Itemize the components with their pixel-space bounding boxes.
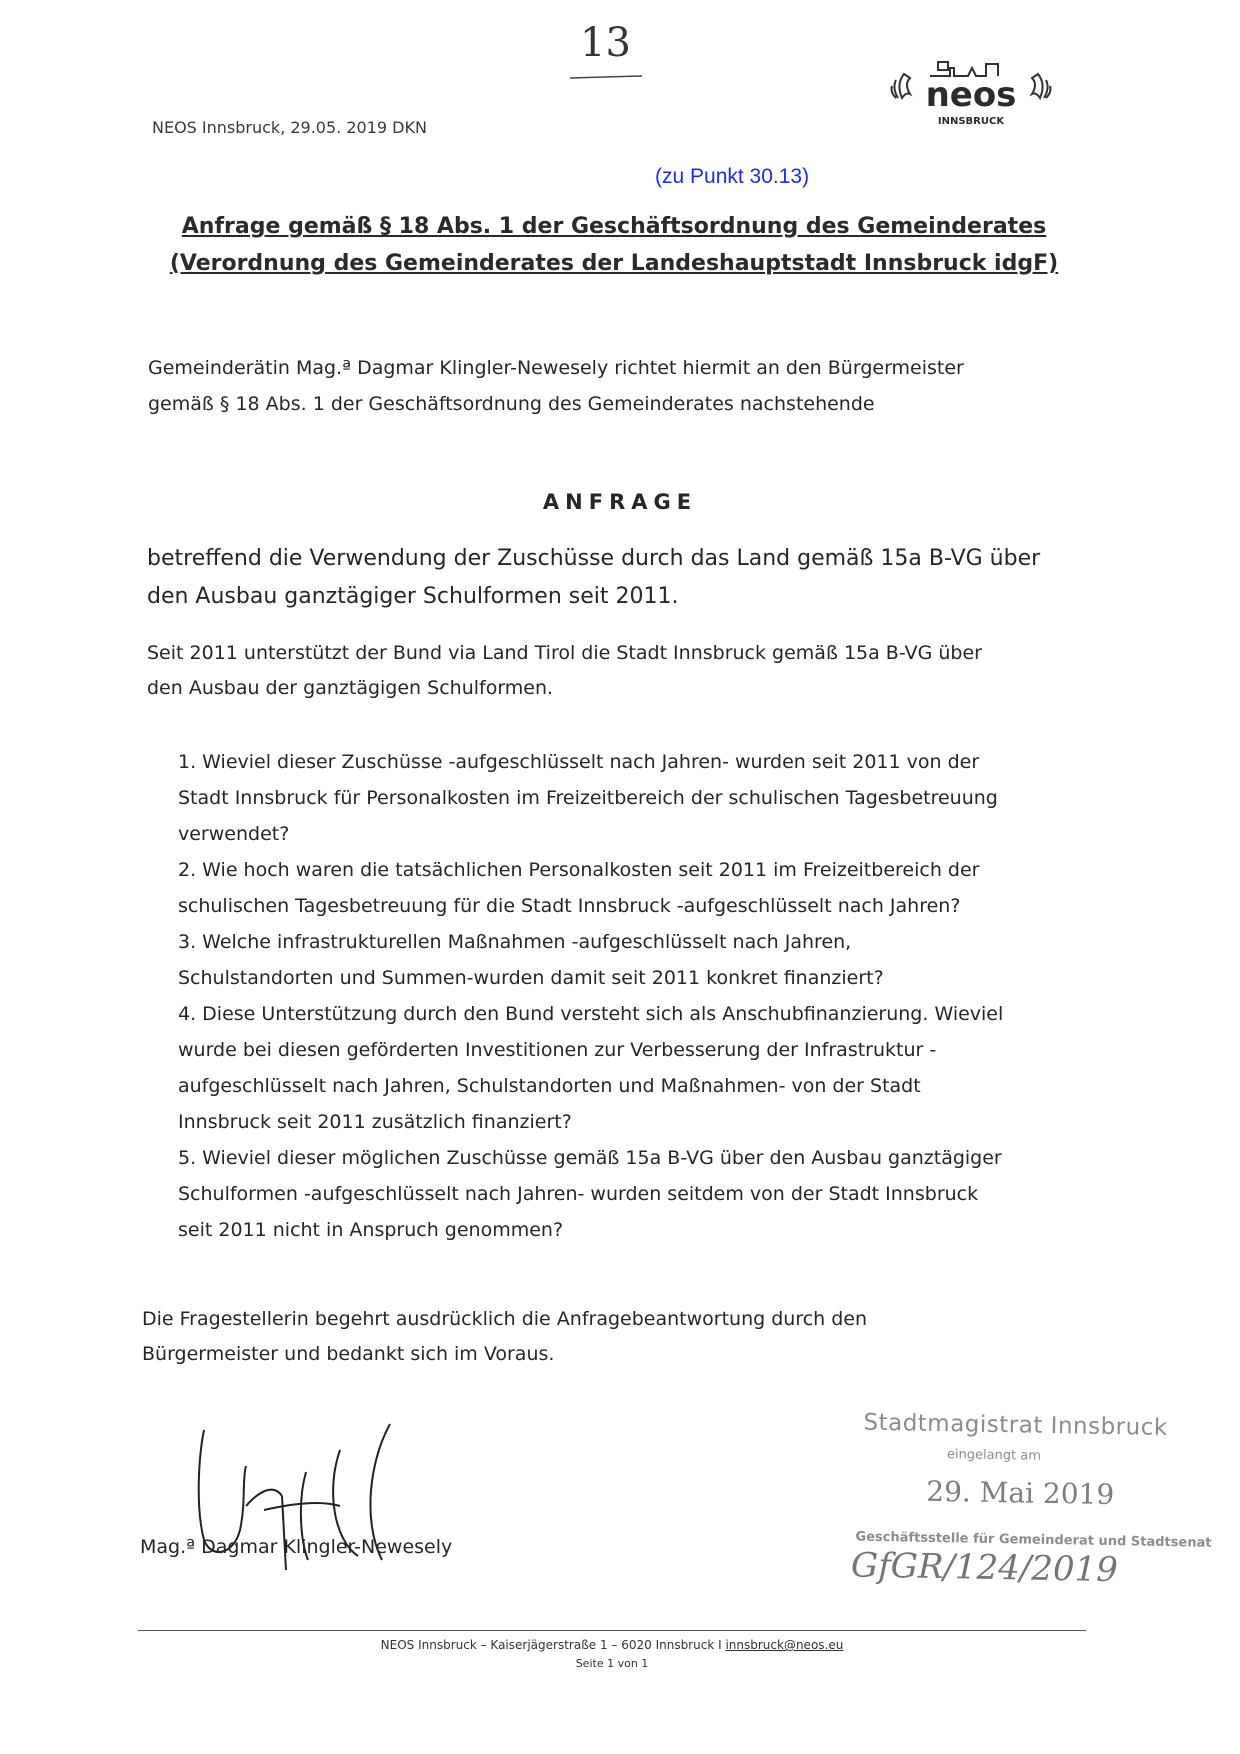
question-line: seit 2011 nicht in Anspruch genommen?: [178, 1219, 564, 1241]
closing-line: Die Fragestellerin begehrt ausdrücklich die Anfragebeantwortung durch den: [142, 1308, 868, 1330]
footer-address-line: [138, 1638, 1086, 1652]
context-line: Seit 2011 unterstützt der Bund via Land Tirol die Stadt Innsbruck gemäß 15a B-VG über: [147, 642, 982, 664]
question-line: 2. Wie hoch waren die tatsächlichen Personalkosten seit 2011 im Freizeitbereich der: [178, 859, 980, 881]
question-line: Schulstandorten und Summen-wurden damit seit 2011 konkret finanziert?: [178, 967, 884, 989]
question-line: verwendet?: [178, 823, 290, 845]
subject-line: den Ausbau ganztägiger Schulformen seit 2011.: [147, 584, 679, 609]
intro-line: gemäß § 18 Abs. 1 der Geschäftsordnung des Gemeinderates nachstehende: [148, 393, 875, 415]
stamp-received-label: eingelangt am: [946, 1447, 1042, 1464]
question-line: 1. Wieviel dieser Zuschüsse -aufgeschlüsselt nach Jahren- wurden seit 2011 von der: [178, 751, 980, 773]
section-heading: ANFRAGE: [542, 490, 698, 514]
question-line: schulischen Tagesbetreuung für die Stadt Innsbruck -aufgeschlüsselt nach Jahren?: [178, 895, 961, 917]
receipt-stamp: [850, 1402, 1212, 1617]
question-line: Stadt Innsbruck für Personalkosten im Freizeitbereich der schulischen Tagesbetreuung: [178, 787, 998, 809]
document-title-line-2: (Verordnung des Gemeinderates der Landeshauptstadt Innsbruck idgF): [169, 251, 1059, 276]
context-line: den Ausbau der ganztägigen Schulformen.: [147, 677, 554, 699]
signer-name: Mag.ª Dagmar Klingler-Newesely: [140, 1536, 453, 1558]
origin-date-line: NEOS Innsbruck, 29.05. 2019 DKN: [152, 118, 427, 137]
intro-paragraph: [148, 350, 1088, 422]
question-list: [178, 744, 1098, 1248]
stamp-office: Geschäftsstelle für Gemeinderat und Stadtsenat: [855, 1529, 1212, 1551]
footer-email-link[interactable]: innsbruck@neos.eu: [725, 1638, 844, 1652]
handwritten-page-number: 13: [568, 18, 650, 86]
footer-address: NEOS Innsbruck – Kaiserjägerstraße 1 – 6020 Innsbruck I: [380, 1638, 722, 1652]
logo-wordmark: neos: [925, 75, 1017, 115]
neos-logo-graphic: [886, 46, 1056, 136]
stamp-organization: Stadtmagistrat Innsbruck: [863, 1409, 1168, 1441]
reference-note: (zu Punkt 30.13): [655, 165, 810, 188]
footer-divider: [138, 1630, 1086, 1631]
document-title-line-1: Anfrage gemäß § 18 Abs. 1 der Geschäftsordnung des Gemeinderates: [181, 214, 1047, 239]
question-line: Schulformen -aufgeschlüsselt nach Jahren- wurden seitdem von der Stadt Innsbruck: [178, 1183, 979, 1205]
closing-paragraph: [142, 1302, 1102, 1372]
stamp-reference-code: GfGR/124/2019: [850, 1545, 1119, 1591]
question-line: 3. Welche infrastrukturellen Maßnahmen -aufgeschlüsselt nach Jahren,: [178, 931, 852, 953]
context-paragraph: [147, 636, 1107, 706]
question-line: Innsbruck seit 2011 zusätzlich finanziert?: [178, 1111, 572, 1133]
footer-page-indicator: Seite 1 von 1: [575, 1657, 649, 1670]
underline-stroke: [568, 18, 650, 86]
subject-paragraph: [147, 540, 1107, 616]
question-line: 4. Diese Unterstützung durch den Bund versteht sich als Anschubfinanzierung. Wieviel: [178, 1003, 1004, 1025]
question-line: aufgeschlüsselt nach Jahren, Schulstandorten und Maßnahmen- von der Stadt: [178, 1075, 921, 1097]
neos-logo: [886, 46, 1056, 136]
closing-line: Bürgermeister und bedankt sich im Voraus.: [142, 1343, 555, 1365]
stamp-date: 29. Mai 2019: [926, 1474, 1115, 1512]
question-line: wurde bei diesen geförderten Investitionen zur Verbesserung der Infrastruktur -: [178, 1039, 937, 1061]
intro-line: Gemeinderätin Mag.ª Dagmar Klingler-Newesely richtet hiermit an den Bürgermeister: [148, 357, 964, 379]
subject-line: betreffend die Verwendung der Zuschüsse durch das Land gemäß 15a B-VG über: [147, 546, 1041, 571]
logo-subtext: INNSBRUCK: [937, 116, 1005, 127]
question-line: 5. Wieviel dieser möglichen Zuschüsse gemäß 15a B-VG über den Ausbau ganztägiger: [178, 1147, 1002, 1169]
